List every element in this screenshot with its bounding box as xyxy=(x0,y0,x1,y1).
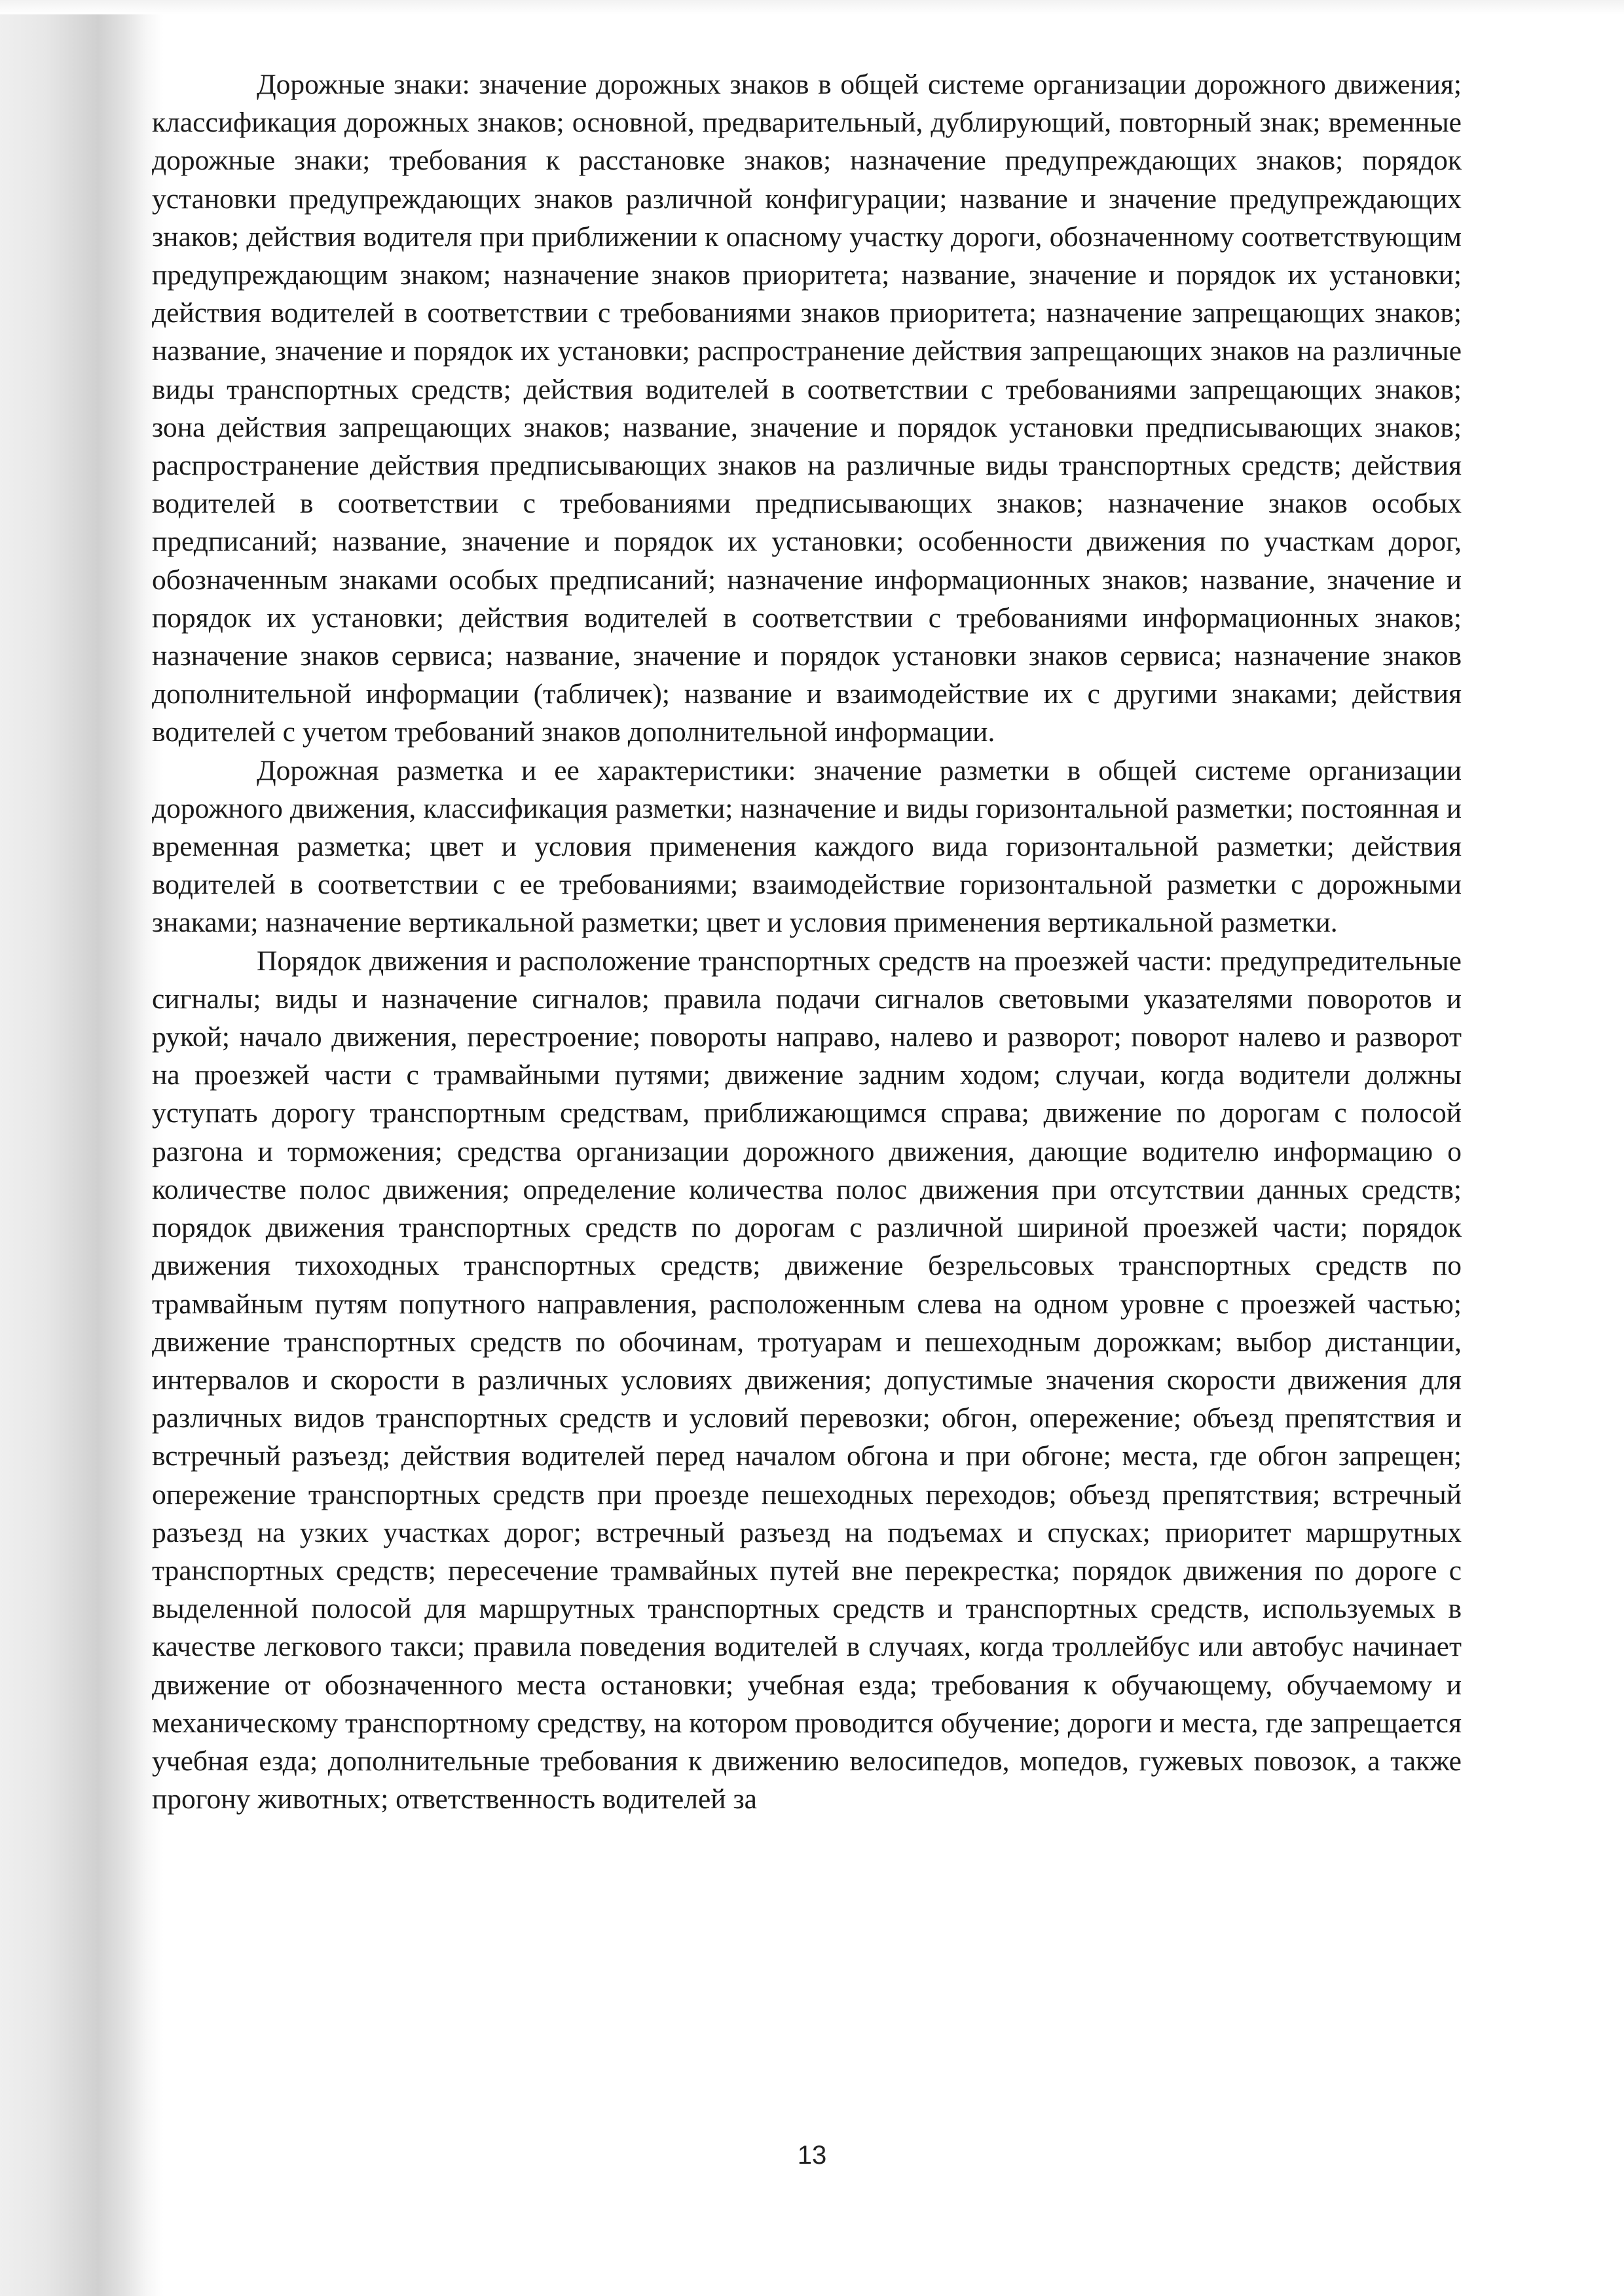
paragraph-road-signs: Дорожные знаки: значение дорожных знаков в общей системе организации дорожного движения; классификация дорожных знаков; основной, предварительный, дублирующий, повторный знак; временные дорожные знаки; требования к расстановке знаков; назначение предупреждающих знаков; порядок установки предупреждающих знаков различной конфигурации; название и значение предупреждающих знаков; действия водителя при приближении к опасному участку дороги, обозначенному соответствующим предупреждающим знаком; назначение знаков приоритета; название, значение и порядок их установки; действия водителей в соответствии с требованиями знаков приоритета; назначение запрещающих знаков; название, значение и порядок их установки; распространение действия запрещающих знаков на различные виды транспортных средств; действия водителей в соответствии с требованиями запрещающих знаков; зона действия запрещающих знаков; название, значение и порядок установки предписывающих знаков; распространение действия предписывающих знаков на различные виды транспортных средств; действия водителей в соответствии с требованиями предписывающих знаков; назначение знаков особых предписаний; название, значение и порядок их установки; особенности движения по участкам дорог, обозначенным знаками особых предписаний; назначение информационных знаков; название, значение и порядок их установки; действия водителей в соответствии с требованиями информационных знаков; назначение знаков сервиса; название, значение и порядок установки знаков сервиса; назначение знаков дополнительной информации (табличек); название и взаимодействие их с другими знаками; действия водителей с учетом требований знаков дополнительной информации. xyxy=(152,69,1462,748)
page-number: 13 xyxy=(797,2141,827,2170)
paragraph-traffic-order: Порядок движения и расположение транспортных средств на проезжей части: предупредительные сигналы; виды и назначение сигналов; правила подачи сигналов световыми указателями поворотов и рукой; начало движения, перестроение; повороты направо, налево и разворот; поворот налево и разворот на проезжей части с трамвайными путями; движение задним ходом; случаи, когда водители должны уступать дорогу транспортным средствам, приближающимся справа; движение по дорогам с полосой разгона и торможения; средства организации дорожного движения, дающие водителю информацию о количестве полос движения; определение количества полос движения при отсутствии данных средств; порядок движения транспортных средств по дорогам с различной шириной проезжей части; порядок движения тихоходных транспортных средств; движение безрельсовых транспортных средств по трамвайным путям попутного направления, расположенным слева на одном уровне с проезжей частью; движение транспортных средств по обочинам, тротуарам и пешеходным дорожкам; выбор дистанции, интервалов и скорости в различных условиях движения; допустимые значения скорости движения для различных видов транспортных средств и условий перевозки; обгон, опережение; объезд препятствия и встречный разъезд; действия водителей перед началом обгона и при обгоне; места, где обгон запрещен; опережение транспортных средств при проезде пешеходных переходов; объезд препятствия; встречный разъезд на узких участках дорог; встречный разъезд на подъемах и спусках; приоритет маршрутных транспортных средств; пересечение трамвайных путей вне перекрестка; порядок движения по дороге с выделенной полосой для маршрутных транспортных средств и транспортных средств, используемых в качестве легкового такси; правила поведения водителей в случаях, когда троллейбус или автобус начинает движение от обозначенного места остановки; учебная езда; требования к обучающему, обучаемому и механическому транспортному средству, на котором проводится обучение; дороги и места, где запрещается учебная езда; дополнительные требования к движению велосипедов, мопедов, гужевых повозок, а также прогону животных; ответственность водителей за xyxy=(152,945,1462,1815)
document-body xyxy=(152,65,1462,1818)
paragraph-road-markings: Дорожная разметка и ее характеристики: значение разметки в общей системе организации дорожного движения, классификация разметки; назначение и виды горизонтальной разметки; постоянная и временная разметка; цвет и условия применения каждого вида горизонтальной разметки; действия водителей в соответствии с ее требованиями; взаимодействие горизонтальной разметки с дорожными знаками; назначение вертикальной разметки; цвет и условия применения вертикальной разметки. xyxy=(152,754,1462,939)
scan-top-edge xyxy=(0,0,1624,14)
scan-edge-shadow xyxy=(0,0,164,2296)
